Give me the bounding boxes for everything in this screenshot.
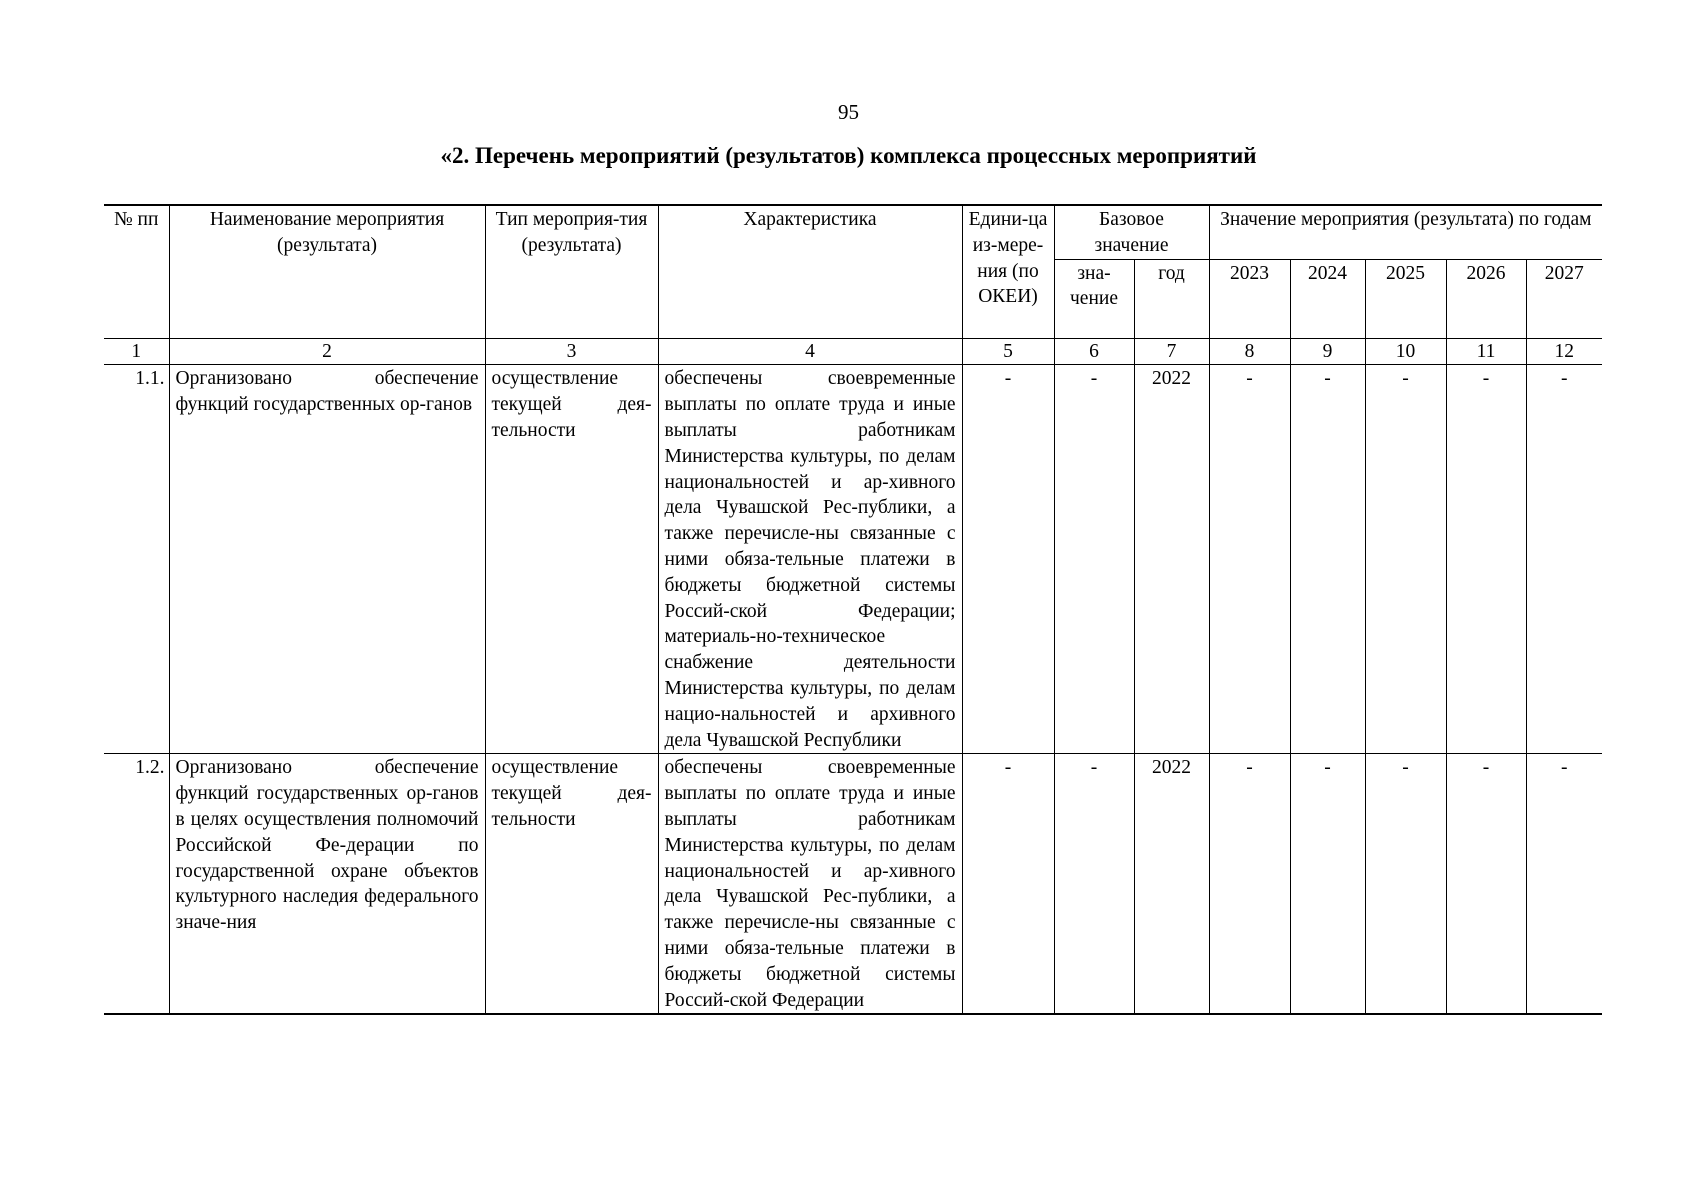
header-type: Тип мероприя-тия (результата): [485, 205, 658, 338]
column-index: 8: [1209, 338, 1290, 365]
header-year: 2026: [1446, 259, 1526, 338]
base-value: -: [1054, 365, 1134, 754]
column-index: 4: [658, 338, 962, 365]
header-base-year: год: [1134, 259, 1209, 338]
header-unit: Едини-ца из-мере-ния (по ОКЕИ): [962, 205, 1054, 338]
base-year: 2022: [1134, 365, 1209, 754]
header-name: Наименование мероприятия (результата): [169, 205, 485, 338]
year-value: -: [1365, 754, 1446, 1014]
column-index: 6: [1054, 338, 1134, 365]
measure-type: осуществление текущей дея-тельности: [485, 754, 658, 1014]
year-value: -: [1526, 754, 1602, 1014]
column-index: 2: [169, 338, 485, 365]
header-base: Базовое значение: [1054, 205, 1209, 259]
column-index-row: [104, 338, 1602, 365]
year-value: -: [1290, 754, 1365, 1014]
page-number: 95: [838, 100, 859, 124]
header-years-group: Значение мероприятия (результата) по годам: [1209, 205, 1602, 259]
base-year: 2022: [1134, 754, 1209, 1014]
year-value: -: [1446, 365, 1526, 754]
measure-type: осуществление текущей дея-тельности: [485, 365, 658, 754]
measure-name: Организовано обеспечение функций государственных ор-ганов: [169, 365, 485, 754]
column-index: 12: [1526, 338, 1602, 365]
page-title: «2. Перечень мероприятий (результатов) комплекса процессных мероприятий: [440, 143, 1257, 168]
header-base-value: зна-чение: [1054, 259, 1134, 338]
column-index: 3: [485, 338, 658, 365]
year-value: -: [1209, 754, 1290, 1014]
row-number: 1.2.: [104, 754, 169, 1014]
header-year: 2024: [1290, 259, 1365, 338]
measure-characteristic: обеспечены своевременные выплаты по оплате труда и иные выплаты работникам Министерства культуры, по делам национальностей и ар-хивного дела Чувашской Рес-публики, а также перечисле-ны связанные с ними обяза-тельные платежи в бюджеты бюджетной системы Россий-ской Федерации: [658, 754, 962, 1014]
measure-name: Организовано обеспечение функций государственных ор-ганов в целях осуществления полномочий Российской Фе-дерации по государственной охране объектов культурного наследия федерального значе-ния: [169, 754, 485, 1014]
column-index: 1: [104, 338, 169, 365]
unit-value: -: [962, 365, 1054, 754]
table-row: [104, 754, 1602, 1014]
year-value: -: [1290, 365, 1365, 754]
column-index: 5: [962, 338, 1054, 365]
measure-characteristic: обеспечены своевременные выплаты по оплате труда и иные выплаты работникам Министерства культуры, по делам национальностей и ар-хивного дела Чувашской Рес-публики, а также перечисле-ны связанные с ними обяза-тельные платежи в бюджеты бюджетной системы Россий-ской Федерации; материаль-но-техническое снабжение деятельности Министерства культуры, по делам нацио-нальностей и архивного дела Чувашской Республики: [658, 365, 962, 754]
column-index: 7: [1134, 338, 1209, 365]
header-year: 2027: [1526, 259, 1602, 338]
header-no: № пп: [104, 205, 169, 338]
column-index: 11: [1446, 338, 1526, 365]
table-row: [104, 365, 1602, 754]
unit-value: -: [962, 754, 1054, 1014]
header-year: 2025: [1365, 259, 1446, 338]
column-index: 9: [1290, 338, 1365, 365]
year-value: -: [1446, 754, 1526, 1014]
year-value: -: [1209, 365, 1290, 754]
year-value: -: [1365, 365, 1446, 754]
row-number: 1.1.: [104, 365, 169, 754]
header-year: 2023: [1209, 259, 1290, 338]
header-characteristic: Характеристика: [658, 205, 962, 338]
column-index: 10: [1365, 338, 1446, 365]
header-row: [104, 205, 1602, 259]
year-value: -: [1526, 365, 1602, 754]
measures-table: [104, 204, 1602, 1015]
base-value: -: [1054, 754, 1134, 1014]
